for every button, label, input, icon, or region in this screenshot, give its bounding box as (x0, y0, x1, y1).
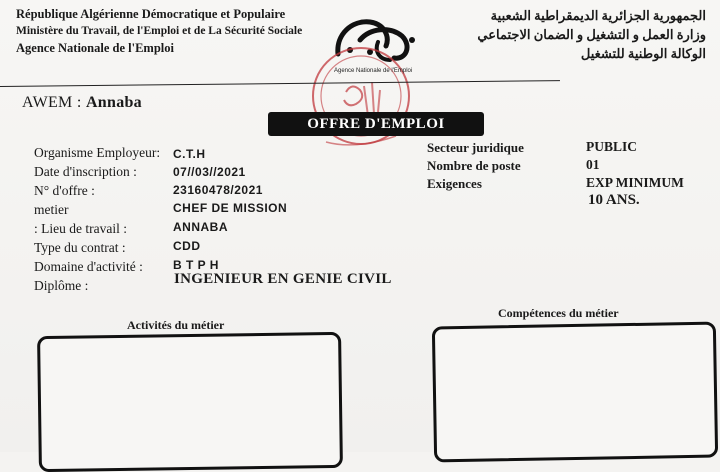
agency-prefix: AWEM : (22, 94, 82, 111)
value-activity-domain: B T P H (173, 258, 219, 272)
header-agency: Agence Nationale de l'Emploi (16, 41, 174, 55)
value-offer-number: 23160478/2021 (173, 183, 263, 197)
header-divider (0, 80, 560, 87)
label-workplace: : Lieu de travail : (34, 221, 127, 236)
value-requirements: EXP MINIMUM (586, 175, 684, 190)
value-metier: CHEF DE MISSION (173, 201, 288, 215)
label-diploma: Diplôme : (34, 278, 89, 293)
label-contract-type: Type du contrat : (34, 240, 126, 255)
title-banner (268, 112, 484, 136)
stamp-caption: Agence Nationale de l'Emploi (334, 68, 413, 74)
label-date: Date d'inscription : (34, 164, 137, 179)
label-offer-number: N° d'offre : (34, 183, 95, 198)
label-requirements: Exigences (427, 176, 482, 191)
activities-heading: Activités du métier (127, 318, 225, 332)
header-ministry: Ministère du Travail, de l'Emploi et de La Sécurité Sociale (16, 25, 303, 37)
value-date: 07//03//2021 (173, 165, 246, 179)
value-diploma: INGENIEUR EN GENIE CIVIL (174, 271, 392, 287)
label-employer: Organisme Employeur: (34, 145, 161, 160)
agency-city: Annaba (85, 94, 142, 111)
value-requirements-years: 10 ANS. (588, 192, 640, 208)
label-activity-domain: Domaine d'activité : (34, 259, 143, 274)
label-legal-sector: Secteur juridique (427, 140, 524, 155)
header-republic: République Algérienne Démocratique et Populaire (16, 7, 286, 21)
header-ar-republic: الجمهورية الجزائرية الديمقراطية الشعبية (490, 8, 706, 23)
header-arabic (477, 6, 706, 63)
skills-heading: Compétences du métier (498, 306, 619, 320)
header-ar-agency: الوكالة الوطنية للتشغيل (580, 46, 706, 61)
skills-box (432, 322, 718, 463)
value-workplace: ANNABA (173, 220, 228, 234)
label-positions: Nombre de poste (427, 158, 521, 173)
header-french (16, 6, 302, 57)
value-legal-sector: PUBLIC (586, 139, 638, 154)
header-ar-ministry: وزارة العمل و التشغيل و الضمان الاجتماعي (477, 27, 706, 42)
activities-box (37, 332, 343, 472)
page-title: OFFRE D'EMPLOI (307, 115, 445, 132)
value-positions: 01 (586, 157, 600, 172)
agency-line (22, 94, 142, 112)
label-metier: metier (34, 202, 69, 217)
value-employer: C.T.H (173, 147, 206, 161)
value-contract-type: CDD (173, 239, 201, 253)
